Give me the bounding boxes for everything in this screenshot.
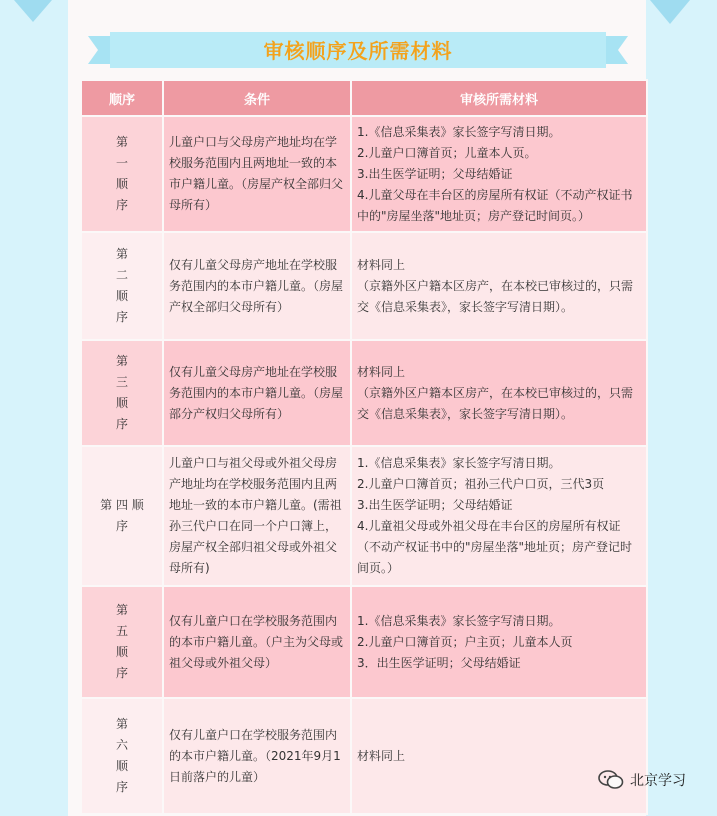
condition-cell: 儿童户口与父母房产地址均在学校服务范围内且两地址一致的本市户籍儿童。（房屋产权全部归父母所有） xyxy=(163,116,351,232)
review-order-table xyxy=(80,79,648,815)
condition-cell: 仅有儿童户口在学校服务范围内的本市户籍儿童。（户主为父母或祖父母或外祖父母） xyxy=(163,586,351,698)
header-materials: 审核所需材料 xyxy=(351,80,647,116)
order-cell: 第 一 顺 序 xyxy=(81,116,163,232)
table-row xyxy=(81,340,647,446)
materials-cell: 1.《信息采集表》家长签字写清日期。 2.儿童户口簿首页；祖孙三代户口页，三代3页 3.出生医学证明；父母结婚证 4.儿童祖父母或外祖父母在丰台区的房屋所有权证（不动产权证书中的"房屋坐落"地址页；房产登记时间页。） xyxy=(351,446,647,586)
condition-cell: 儿童户口与祖父母或外祖父母房产地址均在学校服务范围内且两地址一致的本市户籍儿童。(需祖孙三代户口在同一个户口簿上，房屋产权全部归祖父母或外祖父母所有) xyxy=(163,446,351,586)
table-row xyxy=(81,698,647,814)
watermark-text: 北京学习 xyxy=(630,773,686,789)
order-cell: 第 四 顺 序 xyxy=(81,446,163,586)
watermark xyxy=(598,770,686,790)
table-row xyxy=(81,116,647,232)
order-cell: 第 六 顺 序 xyxy=(81,698,163,814)
table-header-row xyxy=(81,80,647,116)
table-row xyxy=(81,446,647,586)
materials-cell: 1.《信息采集表》家长签字写清日期。 2.儿童户口簿首页；户主页；儿童本人页 3．出生医学证明；父母结婚证 xyxy=(351,586,647,698)
materials-cell: 材料同上 xyxy=(351,698,647,814)
header-condition: 条件 xyxy=(163,80,351,116)
order-cell: 第 五 顺 序 xyxy=(81,586,163,698)
materials-cell: 1.《信息采集表》家长签字写清日期。 2.儿童户口簿首页；儿童本人页。 3.出生医学证明；父母结婚证 4.儿童父母在丰台区的房屋所有权证（不动产权证书中的"房屋坐落"地址页；房产登记时间页。） xyxy=(351,116,647,232)
condition-cell: 仅有儿童户口在学校服务范围内的本市户籍儿童。（2021年9月1日前落户的儿童） xyxy=(163,698,351,814)
table-row xyxy=(81,232,647,340)
materials-cell: 材料同上 （京籍外区户籍本区房产，在本校已审核过的，只需交《信息采集表》，家长签字写清日期）。 xyxy=(351,340,647,446)
order-cell: 第 三 顺 序 xyxy=(81,340,163,446)
page-title: 审核顺序及所需材料 xyxy=(263,39,453,63)
condition-cell: 仅有儿童父母房产地址在学校服务范围内的本市户籍儿童。（房屋部分产权归父母所有） xyxy=(163,340,351,446)
table-row xyxy=(81,586,647,698)
wechat-icon xyxy=(598,770,624,790)
order-cell: 第 二 顺 序 xyxy=(81,232,163,340)
condition-cell: 仅有儿童父母房产地址在学校服务范围内的本市户籍儿童。（房屋产权全部归父母所有） xyxy=(163,232,351,340)
header-order: 顺序 xyxy=(81,80,163,116)
materials-cell: 材料同上 （京籍外区户籍本区房产，在本校已审核过的，只需交《信息采集表》，家长签字写清日期）。 xyxy=(351,232,647,340)
